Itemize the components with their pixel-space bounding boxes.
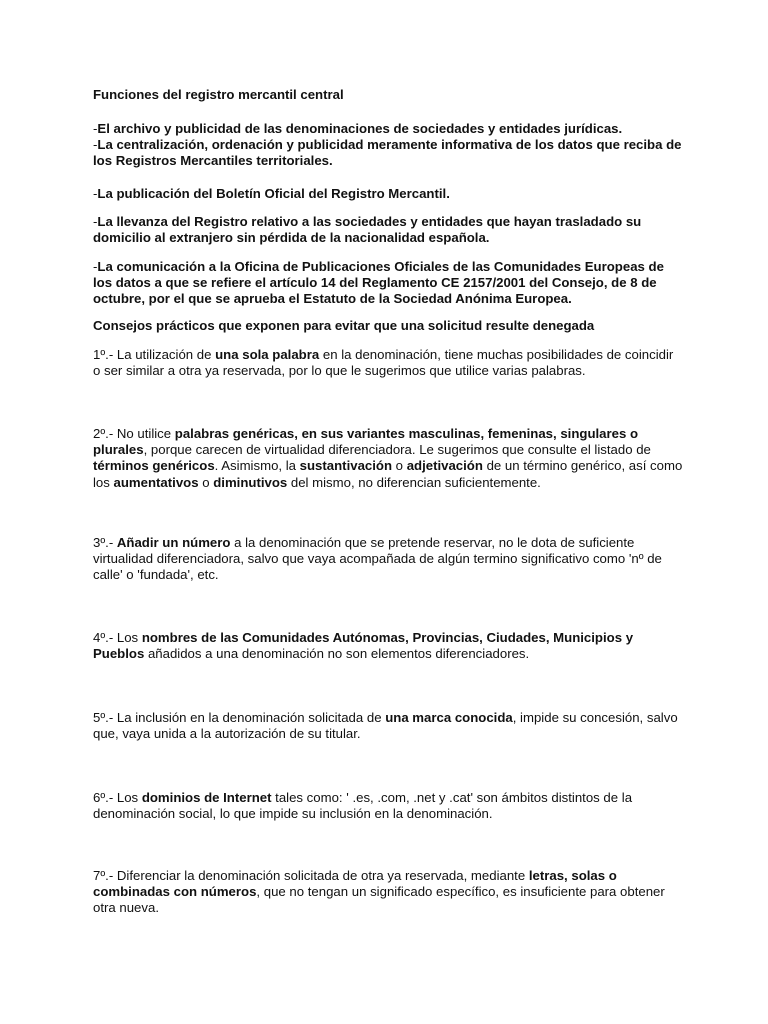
tip-text: en la denominación, tiene muchas posibilidades de coincidir o ser similar a otra ya reservada, por lo que le sugerimos que utilice varias palabras.	[93, 347, 674, 379]
function-dash: -	[93, 186, 98, 201]
tip-highlight: una sola palabra	[215, 347, 320, 362]
tip-4	[93, 630, 683, 662]
tip-text: de un término genérico, así como los	[93, 458, 683, 490]
tip-highlight: Añadir un número	[116, 535, 231, 550]
tip-highlight: adjetivación	[406, 458, 483, 474]
tip-text: o	[392, 458, 407, 474]
tip-number: 4º.-	[93, 630, 117, 645]
function-item	[93, 121, 683, 137]
tip-highlight: dominios de Internet	[141, 790, 272, 805]
function-item	[93, 186, 683, 202]
tip-text: tales como: ' .es, .com, .net y .cat' son ámbitos distintos de la denominación social, lo que impide su inclusión en la denominación.	[93, 790, 633, 822]
function-item	[93, 259, 683, 308]
tip-number: 2º.-	[93, 426, 117, 441]
tip-highlight: una marca conocida	[385, 710, 513, 725]
tip-text: No utilice	[116, 426, 175, 441]
tip-3	[93, 535, 683, 584]
tip-number: 1º.-	[93, 347, 117, 362]
page-heading: Funciones del registro mercantil central	[93, 87, 344, 102]
tip-text: Diferenciar la denominación solicitada de otra ya reservada, mediante	[116, 868, 529, 883]
function-dash: -	[93, 137, 98, 152]
tip-text: añadidos a una denominación no son elementos diferenciadores.	[144, 646, 530, 662]
tip-text: La inclusión en la denominación solicitada de	[116, 710, 386, 725]
tip-highlight: aumentativos	[113, 474, 199, 490]
tip-highlight: términos genéricos	[93, 458, 215, 474]
tip-text: o	[198, 474, 214, 490]
tip-text: a la denominación que se pretende reservar, no le dota de suficiente virtualidad diferenciadora, salvo que vaya acompañada de algún termino significativo como 'nº de calle' o 'fundada', etc.	[93, 535, 662, 583]
tip-number: 5º.-	[93, 710, 117, 725]
function-text: La centralización, ordenación y publicidad meramente informativa de los datos que reciba de los Registros Mercantiles territoriales.	[93, 137, 682, 169]
tip-text: . Asimismo, la	[214, 458, 300, 474]
tip-2	[93, 426, 683, 491]
tip-number: 7º.-	[93, 868, 117, 883]
tip-highlight: letras, solas o combinadas con números	[93, 868, 617, 900]
function-dash: -	[93, 121, 98, 136]
tip-highlight: diminutivos	[213, 474, 288, 490]
function-dash: -	[93, 214, 98, 229]
tip-highlight: nombres de las Comunidades Autónomas, Provincias, Ciudades, Municipios y Pueblos	[93, 630, 634, 662]
function-text: La comunicación a la Oficina de Publicaciones Oficiales de las Comunidades Europeas de los datos a que se refiere el artículo 14 del Reglamento CE 2157/2001 del Consejo, de 8 de octubre, por el que se aprueba el Estatuto de la Sociedad Anónima Europea.	[93, 259, 664, 307]
tip-number: 3º.-	[93, 535, 117, 550]
tip-7	[93, 868, 683, 917]
tip-1	[93, 347, 683, 379]
function-item	[93, 214, 683, 246]
function-item	[93, 137, 683, 169]
tip-text: Los	[116, 630, 142, 645]
function-dash: -	[93, 259, 98, 274]
tip-text: , porque carecen de virtualidad diferenciadora. Le sugerimos que consulte el listado de	[143, 442, 651, 458]
tip-text: , que no tengan un significado específico, es insuficiente para obtener otra nueva.	[93, 884, 665, 916]
tip-highlight: sustantivación	[299, 458, 393, 474]
function-text: El archivo y publicidad de las denominaciones de sociedades y entidades jurídicas.	[97, 121, 623, 136]
tip-highlight: palabras genéricas, en sus variantes masculinas, femeninas, singulares o plurales	[93, 426, 639, 458]
function-text: La llevanza del Registro relativo a las sociedades y entidades que hayan trasladado su domicilio al extranjero sin pérdida de la nacionalidad española.	[93, 214, 642, 246]
tip-6	[93, 790, 683, 822]
advice-heading: Consejos prácticos que exponen para evitar que una solicitud resulte denegada	[93, 318, 595, 333]
tip-number: 6º.-	[93, 790, 117, 805]
tip-text: , impide su concesión, salvo que, vaya unida a la autorización de su titular.	[93, 710, 678, 742]
tip-text: Los	[116, 790, 142, 805]
tip-5	[93, 710, 683, 742]
tip-text: del mismo, no diferencian suficientemente.	[287, 474, 541, 490]
function-text: La publicación del Boletín Oficial del Registro Mercantil.	[97, 186, 450, 201]
tip-text: La utilización de	[116, 347, 216, 362]
